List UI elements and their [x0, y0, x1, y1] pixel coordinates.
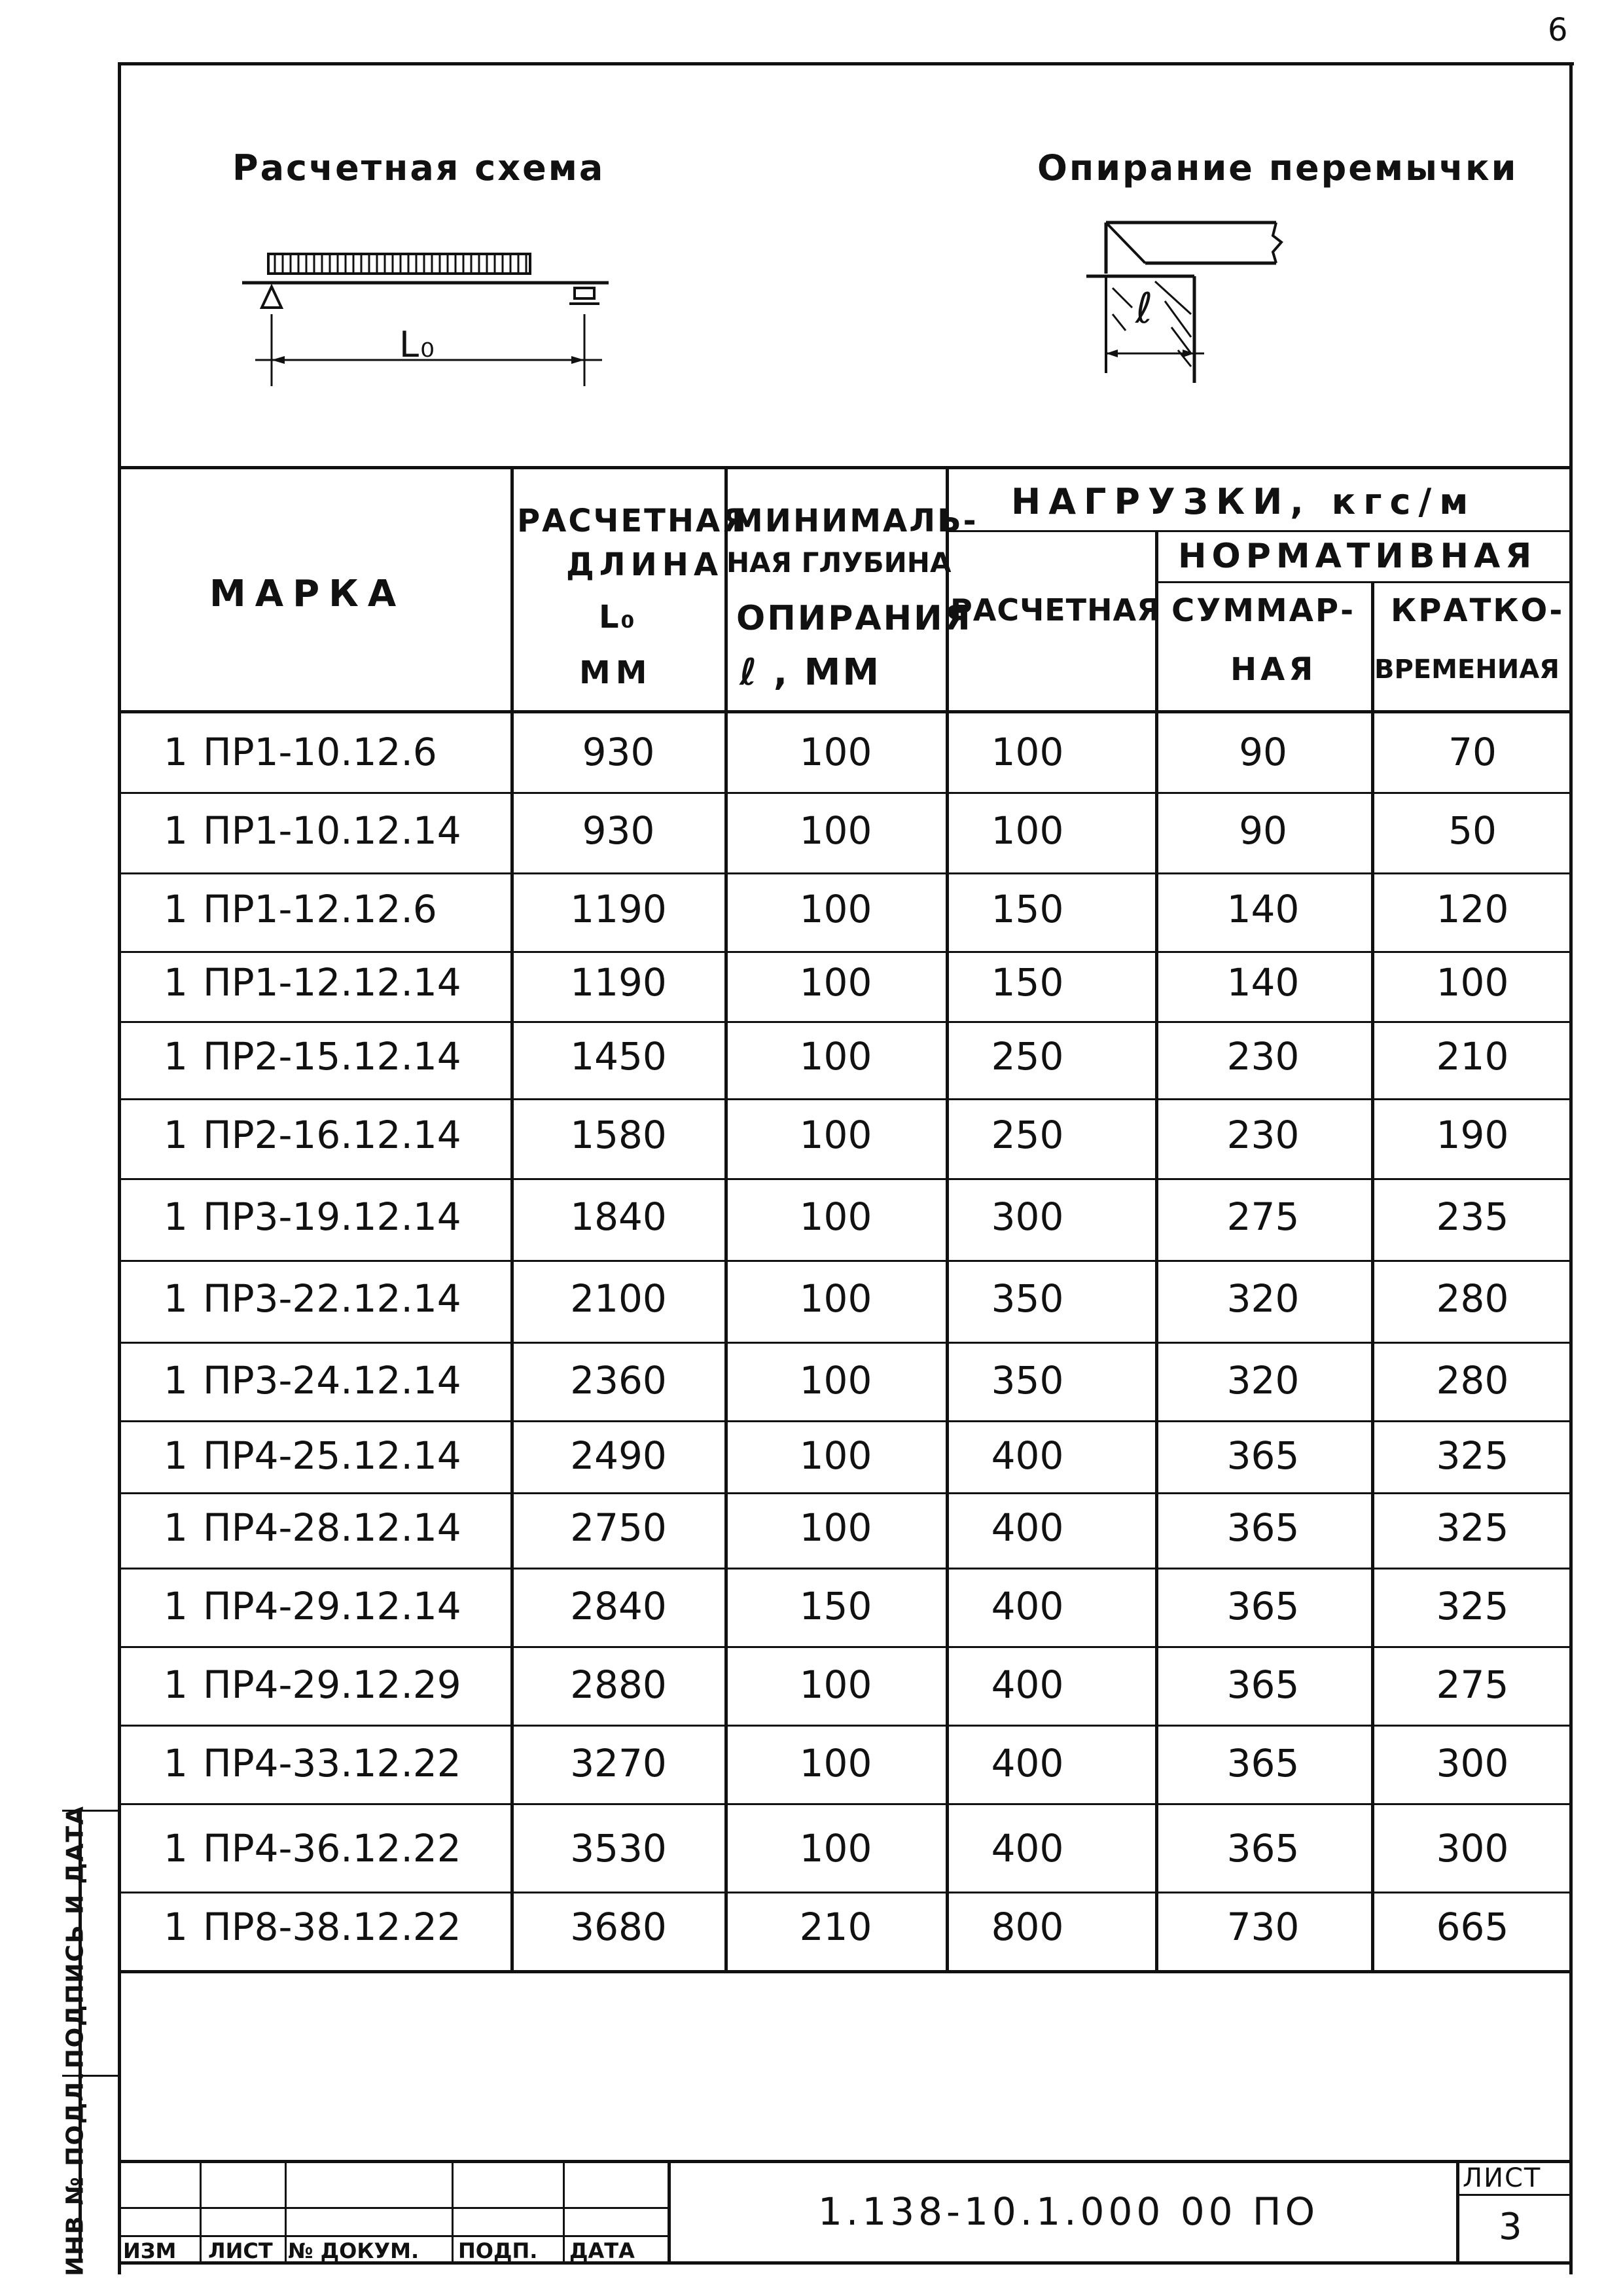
row-total: 365 — [1226, 1826, 1300, 1871]
row-total: 230 — [1226, 1113, 1300, 1157]
row-total: 365 — [1226, 1584, 1300, 1628]
row-calc: 400 — [991, 1826, 1064, 1871]
row-calc: 350 — [991, 1358, 1064, 1403]
calc-scheme-diagram — [236, 236, 609, 393]
row-depth: 100 — [799, 808, 872, 853]
row-short: 300 — [1436, 1826, 1509, 1871]
row-short: 665 — [1436, 1905, 1509, 1949]
side-label-inv: ИНВ № ПОДЛ. — [62, 2070, 89, 2276]
row-depth: 100 — [799, 1358, 872, 1403]
row-total: 275 — [1226, 1194, 1300, 1239]
table-row — [0, 1034, 1571, 1086]
row-calc: 350 — [991, 1276, 1064, 1321]
row-calc: 800 — [991, 1905, 1064, 1949]
row-line — [118, 1568, 1571, 1570]
header-loads: НАГРУЗКИ, кгс/м — [1011, 481, 1476, 522]
row-qty: 1 — [164, 1034, 188, 1079]
row-short: 50 — [1448, 808, 1497, 853]
row-mark: ПР1-10.12.6 — [203, 730, 437, 774]
table-row — [0, 1358, 1571, 1410]
stamp-col-date: ДАТА — [569, 2238, 635, 2263]
table-row — [0, 960, 1571, 1013]
row-line — [118, 1892, 1571, 1893]
span-label: L₀ — [399, 324, 436, 365]
row-length: 2750 — [570, 1505, 667, 1550]
header-short-1: КРАТКО- — [1391, 592, 1565, 629]
row-total: 140 — [1226, 887, 1300, 931]
row-short: 275 — [1436, 1662, 1509, 1707]
row-length: 930 — [582, 808, 655, 853]
row-total: 365 — [1226, 1433, 1300, 1478]
row-line — [118, 1178, 1571, 1180]
title-block-top — [118, 2160, 1572, 2163]
support-diagram — [1086, 216, 1302, 386]
row-total: 90 — [1239, 730, 1287, 774]
row-depth: 100 — [799, 1741, 872, 1785]
row-calc: 400 — [991, 1505, 1064, 1550]
row-qty: 1 — [164, 1741, 188, 1785]
row-line — [118, 1342, 1571, 1344]
support-label: ℓ — [1135, 285, 1154, 333]
row-length: 3680 — [570, 1905, 667, 1949]
row-total: 320 — [1226, 1276, 1300, 1321]
row-short: 100 — [1436, 960, 1509, 1005]
row-short: 210 — [1436, 1034, 1509, 1079]
row-mark: ПР3-22.12.14 — [203, 1276, 461, 1321]
row-total: 365 — [1226, 1741, 1300, 1785]
row-line — [118, 1021, 1571, 1023]
row-line — [118, 1098, 1571, 1100]
row-depth: 100 — [799, 1194, 872, 1239]
row-total: 320 — [1226, 1358, 1300, 1403]
row-length: 1450 — [570, 1034, 667, 1079]
row-line — [118, 1492, 1571, 1494]
header-bottom-line — [118, 710, 1572, 713]
row-length: 1840 — [570, 1194, 667, 1239]
row-line — [118, 1260, 1571, 1262]
row-depth: 100 — [799, 730, 872, 774]
row-qty: 1 — [164, 1905, 188, 1949]
row-mark: ПР3-24.12.14 — [203, 1358, 461, 1403]
table-row — [0, 1505, 1571, 1558]
header-min-depth-1: МИНИМАЛЬ- — [732, 503, 978, 539]
table-row — [0, 1826, 1571, 1878]
row-total: 365 — [1226, 1662, 1300, 1707]
row-short: 120 — [1436, 887, 1509, 931]
frame-top — [118, 62, 1574, 65]
row-short: 300 — [1436, 1741, 1509, 1785]
row-mark: ПР2-15.12.14 — [203, 1034, 461, 1079]
row-length: 2100 — [570, 1276, 667, 1321]
header-min-depth-3: ОПИРАНИЯ — [736, 599, 972, 638]
row-length: 2360 — [570, 1358, 667, 1403]
side-label-sign-date: ПОДПИСЬ И ДАТА — [62, 1805, 89, 2069]
row-qty: 1 — [164, 808, 188, 853]
row-depth: 100 — [799, 887, 872, 931]
row-mark: ПР8-38.12.22 — [203, 1905, 461, 1949]
row-depth: 100 — [799, 1034, 872, 1079]
header-calc-length-4: ММ — [579, 655, 652, 691]
calc-scheme-title: Расчетная схема — [232, 147, 605, 188]
row-qty: 1 — [164, 1662, 188, 1707]
normative-divider — [1155, 581, 1571, 583]
row-short: 70 — [1448, 730, 1497, 774]
row-qty: 1 — [164, 1113, 188, 1157]
row-qty: 1 — [164, 1433, 188, 1478]
row-mark: ПР4-29.12.14 — [203, 1584, 461, 1628]
row-length: 3530 — [570, 1826, 667, 1871]
row-line — [118, 951, 1571, 953]
row-calc: 300 — [991, 1194, 1064, 1239]
row-qty: 1 — [164, 1505, 188, 1550]
row-length: 1580 — [570, 1113, 667, 1157]
row-short: 280 — [1436, 1358, 1509, 1403]
row-short: 325 — [1436, 1433, 1509, 1478]
row-short: 190 — [1436, 1113, 1509, 1157]
table-row — [0, 1433, 1571, 1486]
table-row — [0, 808, 1571, 861]
header-calc-length-3: L₀ — [599, 599, 637, 636]
row-qty: 1 — [164, 887, 188, 931]
table-top-line — [118, 466, 1572, 469]
loads-divider — [946, 530, 1571, 532]
table-bottom-line — [118, 1970, 1572, 1973]
row-depth: 100 — [799, 1662, 872, 1707]
row-total: 730 — [1226, 1905, 1300, 1949]
row-depth: 210 — [799, 1905, 872, 1949]
row-mark: ПР2-16.12.14 — [203, 1113, 461, 1157]
row-short: 280 — [1436, 1276, 1509, 1321]
row-line — [118, 792, 1571, 794]
page-number: 6 — [1548, 12, 1569, 48]
stamp-col-doc: № ДОКУМ. — [288, 2238, 419, 2263]
row-line — [118, 1420, 1571, 1422]
header-short-2: ВРЕМЕНИАЯ — [1374, 655, 1560, 685]
row-qty: 1 — [164, 730, 188, 774]
row-short: 235 — [1436, 1194, 1509, 1239]
row-qty: 1 — [164, 1358, 188, 1403]
row-length: 2490 — [570, 1433, 667, 1478]
row-calc: 250 — [991, 1113, 1064, 1157]
header-marka: МАРКА — [209, 573, 406, 615]
header-min-depth-2: НАЯ ГЛУБИНА — [726, 547, 952, 579]
doc-code: 1.138-10.1.000 00 ПО — [818, 2189, 1319, 2234]
row-depth: 150 — [799, 1584, 872, 1628]
stamp-col — [200, 2160, 202, 2261]
row-mark: ПР1-10.12.14 — [203, 808, 461, 853]
row-total: 365 — [1226, 1505, 1300, 1550]
row-calc: 250 — [991, 1034, 1064, 1079]
row-length: 1190 — [570, 887, 667, 931]
row-qty: 1 — [164, 1194, 188, 1239]
row-calc: 400 — [991, 1433, 1064, 1478]
header-calc-load: РАСЧЕТНАЯ — [950, 592, 1161, 628]
row-depth: 100 — [799, 1113, 872, 1157]
row-mark: ПР4-36.12.22 — [203, 1826, 461, 1871]
table-row — [0, 730, 1571, 782]
row-length: 2880 — [570, 1662, 667, 1707]
row-length: 3270 — [570, 1741, 667, 1785]
row-short: 325 — [1436, 1505, 1509, 1550]
row-calc: 400 — [991, 1662, 1064, 1707]
stamp-col-sign: ПОДП. — [458, 2238, 538, 2263]
row-total: 90 — [1239, 808, 1287, 853]
stamp-col-list: ЛИСТ — [208, 2238, 273, 2263]
row-length: 930 — [582, 730, 655, 774]
row-short: 325 — [1436, 1584, 1509, 1628]
row-calc: 150 — [991, 887, 1064, 931]
row-mark: ПР4-25.12.14 — [203, 1433, 461, 1478]
row-line — [118, 872, 1571, 874]
row-depth: 100 — [799, 1826, 872, 1871]
table-row — [0, 1741, 1571, 1793]
stamp-col — [563, 2160, 565, 2261]
stamp-col — [452, 2160, 454, 2261]
row-depth: 100 — [799, 960, 872, 1005]
table-row — [0, 1194, 1571, 1247]
stamp-col — [285, 2160, 287, 2261]
row-depth: 100 — [799, 1505, 872, 1550]
row-depth: 100 — [799, 1276, 872, 1321]
header-calc-length-2: ДЛИНА — [566, 547, 724, 583]
row-total: 230 — [1226, 1034, 1300, 1079]
header-total-2: НАЯ — [1230, 651, 1317, 688]
row-mark: ПР1-12.12.6 — [203, 887, 437, 931]
header-calc-length-1: РАСЧЕТНАЯ — [517, 503, 749, 539]
table-row — [0, 1584, 1571, 1636]
table-row — [0, 1113, 1571, 1165]
row-depth: 100 — [799, 1433, 872, 1478]
row-mark: ПР4-29.12.29 — [203, 1662, 461, 1707]
row-length: 2840 — [570, 1584, 667, 1628]
header-total-1: СУММАР- — [1171, 592, 1356, 629]
header-min-depth-4: ℓ , ММ — [740, 651, 882, 694]
row-length: 1190 — [570, 960, 667, 1005]
row-line — [118, 1646, 1571, 1648]
row-total: 140 — [1226, 960, 1300, 1005]
table-row — [0, 1662, 1571, 1715]
row-line — [118, 1803, 1571, 1805]
table-row — [0, 887, 1571, 939]
stamp-divider — [668, 2160, 671, 2261]
row-calc: 100 — [991, 808, 1064, 853]
sheet-label: ЛИСТ — [1463, 2163, 1542, 2193]
row-mark: ПР3-19.12.14 — [203, 1194, 461, 1239]
row-calc: 100 — [991, 730, 1064, 774]
row-mark: ПР4-28.12.14 — [203, 1505, 461, 1550]
row-qty: 1 — [164, 1276, 188, 1321]
sheet-divider — [1456, 2160, 1459, 2261]
table-row — [0, 1276, 1571, 1329]
row-calc: 400 — [991, 1741, 1064, 1785]
row-mark: ПР1-12.12.14 — [203, 960, 461, 1005]
header-normative: НОРМАТИВНАЯ — [1178, 537, 1537, 576]
support-title: Опирание перемычки — [1037, 147, 1518, 188]
row-calc: 400 — [991, 1584, 1064, 1628]
row-qty: 1 — [164, 960, 188, 1005]
table-row — [0, 1905, 1571, 1957]
row-mark: ПР4-33.12.22 — [203, 1741, 461, 1785]
sheet-number: 3 — [1499, 2206, 1524, 2248]
row-qty: 1 — [164, 1584, 188, 1628]
row-qty: 1 — [164, 1826, 188, 1871]
row-calc: 150 — [991, 960, 1064, 1005]
sheet-label-line — [1456, 2194, 1571, 2196]
stamp-col-izm: ИЗМ — [123, 2238, 177, 2263]
row-line — [118, 1725, 1571, 1727]
